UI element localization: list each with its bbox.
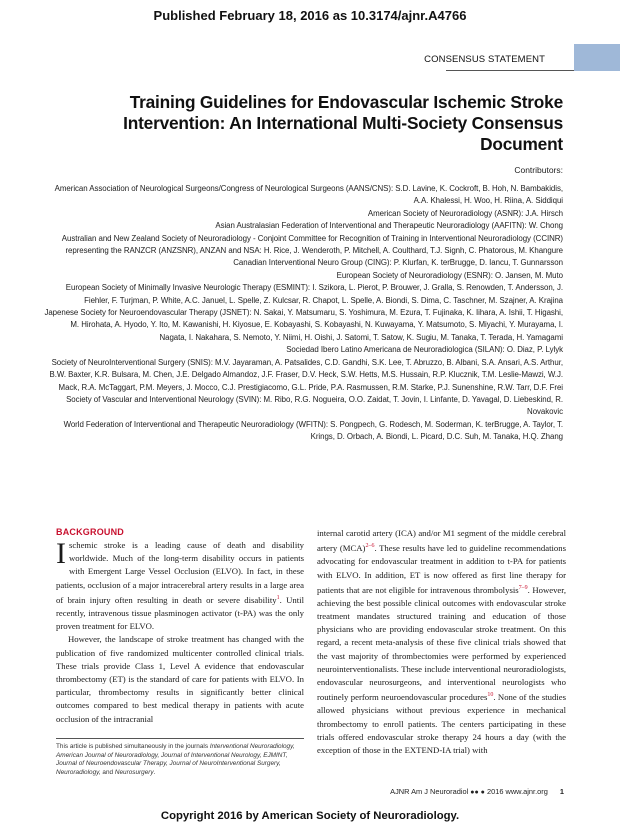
body-column-left (56, 539, 304, 726)
contributor-entry: Society of Vascular and Interventional Neurology (SVIN): M. Ribo, R.G. Nogueira, O.O. Zaidat, T. Jovin, I. Linfante, D. Yavagal, D. Liebeskind, R. Novakovic (66, 394, 563, 417)
page-footer (390, 787, 564, 796)
body-paragraph: internal carotid artery (ICA) and/or M1 segment of the middle cerebral artery (MCA)$^{2-6}$. These results have led to guideline recommendations advocating for endovascular treatment in addition to t-PA for patients with ELVO. In addition, ET is now offered as first line therapy for patients that are not eligible for intravenous thrombolysis$^{7-9}$. However, achieving the best possible clinical outcomes with endovascular stroke treatment mandates structured training and education of those physicians who are providing endovascular stroke treatment. On this regard, a recent meta-analysis of these five clinical trials showed that the vast majority of thrombectomies were performed by experienced neurointerventionalists. These include interventional neuroradiologists, endovascular neurosurgeons, and interventional neurologists who routinely perform neuroendovascular procedures$^{10}$. None of the studies allowed physicians without previous experience in mechanical thrombectomy to enroll patients. The centers participating in these trials offered endovascular stroke therapy 24 hours a day (with the exception of those in the EXTEND-IA trial) with (317, 528, 567, 755)
journal-website-link[interactable]: www.ajnr.org (505, 787, 548, 796)
reference-link[interactable]: 10 (487, 692, 494, 699)
contributor-entry: Australian and New Zealand Society of Neuroradiology - Conjoint Committee for Recognition of Training in Interventional Neuroradiology (CCINR) representing the RANZCR (ANZSNR), ANZAN and NSA: H. Rice, J. Wenderoth, P. Mitchell, A. Coulthard, T.J. Signh, C. Phatorous, M. Khangure (61, 233, 563, 256)
body-paragraph: However, the landscape of stroke treatment has changed with the publication of five randomized multicenter controlled clinical trials. These trials provide Class 1, Level A evidence that endovascular thrombectomy (ET) is the standard of care for patients with ELVO. In particular, thrombectomy results in significantly better clinical outcomes compared to best medical therapy in patients with acute occlusion of the intracranial (56, 634, 304, 724)
body-column-right (317, 527, 566, 757)
contributors-list (43, 183, 563, 444)
contributor-entry: World Federation of Interventional and Therapeutic Neuroradiology (WFITN): S. Pongpech, G. Rodesch, M. Soderman, K. terBrugge, A. Taylor, T. Krings, D. Orbach, A. Biondi, L. Picard, D.C. Suh, M. Tanaka, H.Q. Zhang (63, 419, 563, 442)
section-label: CONSENSUS STATEMENT (424, 54, 545, 65)
contributor-entry: Asian Australasian Federation of Interventional and Therapeutic Neuroradiology (AAFITN): W. Chong (215, 221, 563, 231)
background-heading: BACKGROUND (56, 527, 124, 537)
page-number: 1 (559, 787, 564, 796)
section-label-rule (446, 70, 574, 71)
drop-cap: I (56, 537, 66, 570)
contributors-label: Contributors: (514, 165, 563, 175)
contributor-entry: Sociedad Ibero Latino Americana de Neuroradiologica (SILAN): O. Diaz, P. Lylyk (286, 345, 563, 355)
contributor-entry: American Society of Neuroradiology (ASNR): J.A. Hirsch (367, 208, 563, 218)
title-line: Intervention: An International Multi-Society Consensus (123, 113, 563, 133)
journal-name: AJNR Am J Neuroradiol (390, 787, 469, 796)
contributor-entry: Japenese Society for Neuroendovascular Therapy (JSNET): N. Sakai, Y. Matsumaru, S. Yoshimura, M. Ezura, T. Fujinaka, K. Iihara, A. Ishii, T. Higashi, M. Hirohata, A. Hyodo, Y. Ito, M. Kawanishi, H. Kiyosue, E. Kobayashi, S. Kobayashi, N. Kuwayama, Y. Matsumoto, S. Miyachi, Y. Murayama, I. Nagata, I. Nakahara, S. Nemoto, Y. Niimi, H. Oishi, J. Satomi, T. Satow, K. Sugiu, M. Tanaka, T. Terada, H. Yamagami (44, 308, 563, 342)
contributor-entry: Society of NeuroInterventional Surgery (SNIS): M.V. Jayaraman, A. Patsalides, C.D. Gandhi, S.K. Lee, T. Abruzzo, B. Albani, S.A. Ansari, A.S. Arthur, B.W. Baxter, K.R. Bulsara, M. Chen, J.E. Delgado Almandoz, J.F. Fraser, D.V. Heck, S.W. Hetts, M.S. Hussain, R.P. Klucznik, T.M. Leslie-Mawzi, W.J. Mack, R.A. McTaggart, P.M. Meyers, J. Mocco, C.J. Prestigiacomo, G.L. Pride, P.A. Rasmussen, R.M. Starke, P.J. Sunenshine, R.W. Tarr, D.F. Frei (49, 357, 563, 392)
body-paragraph: Ischemic stroke is a leading cause of death and disability worldwide. Much of the long-term disability occurs in patients with Emergent Large Vessel Occlusion (ELVO). In fact, in these patients, occlusion of a major intracerebral artery results in a large area of brain injury often resulting in death or severe disability$^1$. Until recently, intravenous tissue plasminogen activator (t-PA) was the only proven treatment for ELVO. (56, 537, 305, 632)
section-color-tab (574, 44, 620, 71)
title-line: Document (480, 134, 563, 154)
contributor-entry: American Association of Neurological Surgeons/Congress of Neurological Surgeons (AANS/CNS): S.D. Lavine, K. Cockroft, B. Hoh, N. Bambakidis, A.A. Khalessi, H. Woo, H. Riina, A. Siddiqui (54, 184, 563, 206)
publication-banner: Published February 18, 2016 as 10.3174/ajnr.A4766 (153, 8, 467, 23)
reference-link[interactable]: 1 (276, 594, 280, 601)
article-title (43, 92, 563, 155)
footnote-rule (56, 738, 304, 739)
contributor-entry: European Society of Neuroradiology (ESNR): O. Jansen, M. Muto (336, 270, 563, 280)
title-line: Training Guidelines for Endovascular Ischemic Stroke (129, 92, 563, 112)
issue-dots-icon: ●● ● (470, 789, 485, 796)
contributor-entry: European Society of Minimally Invasive Neurologic Therapy (ESMINT): I. Szikora, L. Pierot, P. Brouwer, J. Gralla, S. Renowden, T. Andersson, J. Fiehler, F. Turjman, P. White, A.C. Januel, L. Spelle, Z. Kulcsar, R. Chapot, L. Spelle, A. Biondi, S. Dima, C. Taschner, M. Szajner, A. Krajina (65, 283, 563, 305)
reference-link[interactable]: 7–9 (518, 584, 528, 591)
copyright-notice: Copyright 2016 by American Society of Neuroradiology. (160, 810, 460, 822)
footnote: This article is published simultaneously in the journals Interventional Neuroradiology, American Journal of Neuroradiology, Journal of Interventional Neurology, EJMINT, Journal of Neuroendovascular Therapy, Journal of NeuroInterventional Surgery, Neuroradiology, and Neurosurgery. (56, 743, 295, 776)
contributor-entry: Canadian Interventional Neuro Group (CING): P. Klurfan, K. terBrugge, D. Iancu, T. Gunnarsson (233, 258, 563, 268)
footer-year: 2016 (486, 787, 504, 796)
reference-link[interactable]: 2–6 (365, 543, 375, 550)
